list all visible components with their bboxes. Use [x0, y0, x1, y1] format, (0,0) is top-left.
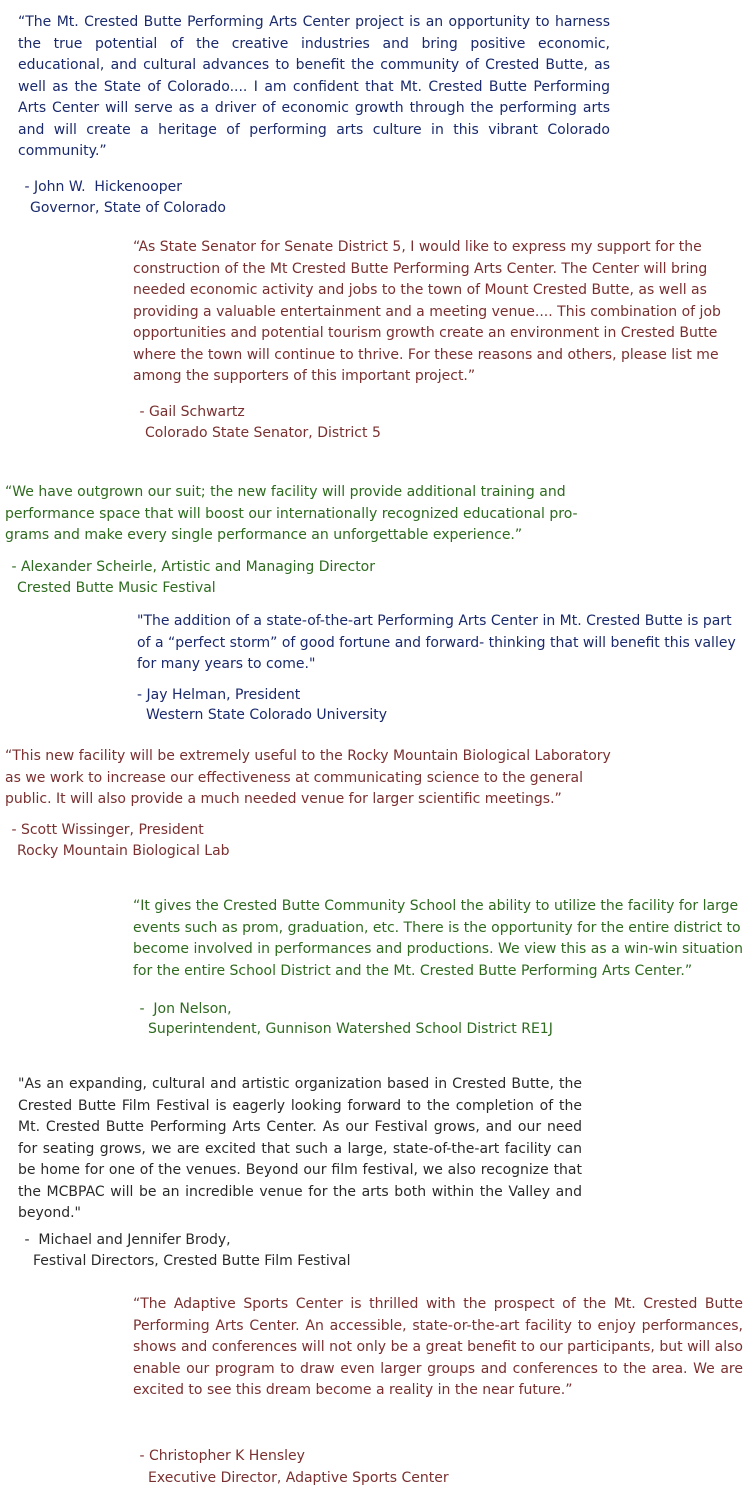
testimonial-author-title: Crested Butte Music Festival [17, 580, 216, 596]
testimonial-author: - Michael and Jennifer Brody, [20, 1232, 231, 1248]
testimonial-author: - Christopher K Hensley [135, 1448, 305, 1464]
testimonial-author: - Jon Nelson, [135, 1001, 232, 1017]
testimonial-quote: “The Mt. Crested Butte Performing Arts Center project is an opportunity to harness the true potential of the creative industries and bring positive economic, educational, and cultural advances to benefit the community of Crested Butte, as well as the State of Colorado.... I am confident that Mt. Crested Butte Performing Arts Center will serve as a driver of economic growth through the performing arts and will create a heritage of performing arts culture in this vibrant Colorado community.” [18, 14, 610, 159]
testimonial-author-title: Colorado State Senator, District 5 [145, 425, 381, 441]
testimonial-author: - Alexander Scheirle, Artistic and Managing Director [7, 559, 376, 575]
testimonial-quote: "As an expanding, cultural and artistic organization based in Crested Butte, the Crested Butte Film Festival is eagerly looking forward to the completion of the Mt. Crested Butte Performing Arts Center. As our Festival grows, and our need for seating grows, we are excited that such a large, state-of-the-art facility can be home for one of the venues. Beyond our film festival, we also recognize that the MCBPAC will be an incredible venue for the arts both within the Valley and beyond." [18, 1076, 582, 1221]
testimonial-quote: “This new facility will be extremely useful to the Rocky Mountain Biological Laboratory as we work to increase our effectiveness at communicating science to the general public. It will also provide a much needed venue for larger scientific meetings.” [5, 748, 611, 807]
testimonial-author: - John W. Hickenooper [20, 179, 183, 195]
testimonial-author: - Jay Helman, President [137, 687, 301, 703]
testimonial-author-title: Executive Director, Adaptive Sports Center [148, 1470, 449, 1486]
testimonial-author-title: Western State Colorado University [146, 707, 388, 723]
testimonial-author-title: Governor, State of Colorado [30, 200, 226, 216]
testimonial-quote: “The Adaptive Sports Center is thrilled with the prospect of the Mt. Crested Butte Performing Arts Center. An accessible, state-or-the-art facility to enjoy performances, shows and conferences will not only be a great benefit to our participants, but will also enable our program to draw even larger groups and conferences to the area. We are excited to see this dream become a reality in the near future.” [133, 1296, 743, 1398]
testimonial-quote: “We have outgrown our suit; the new facility will provide additional training and performance space that will boost our internationally recognized educational pro-grams and make every single performance an unforgettable experience.” [5, 484, 578, 543]
testimonial-author: - Scott Wissinger, President [7, 822, 204, 838]
testimonial-author-title: Superintendent, Gunnison Watershed School District RE1J [148, 1021, 553, 1037]
testimonial-quote: “It gives the Crested Butte Community School the ability to utilize the facility for large events such as prom, graduation, etc. There is the opportunity for the entire district to become involved in performances and productions. We view this as a win-win situation for the entire School District and the Mt. Crested Butte Performing Arts Center.” [133, 898, 743, 979]
testimonial-quote: "The addition of a state-of-the-art Performing Arts Center in Mt. Crested Butte is part of a “perfect storm” of good fortune and forward- thinking that will benefit this valley for many years to come." [137, 613, 736, 672]
testimonial-author-title: Rocky Mountain Biological Lab [17, 843, 230, 859]
testimonial-quote: “As State Senator for Senate District 5, I would like to express my support for the construction of the Mt Crested Butte Performing Arts Center. The Center will bring needed economic activity and jobs to the town of Mount Crested Butte, as well as providing a valuable entertainment and a meeting venue.... This combination of job opportunities and potential tourism growth create an environment in Crested Butte where the town will continue to thrive. For these reasons and others, please list me among the supporters of this important project.” [133, 239, 721, 384]
testimonial-author-title: Festival Directors, Crested Butte Film Festival [33, 1253, 351, 1269]
testimonial-author: - Gail Schwartz [135, 404, 245, 420]
